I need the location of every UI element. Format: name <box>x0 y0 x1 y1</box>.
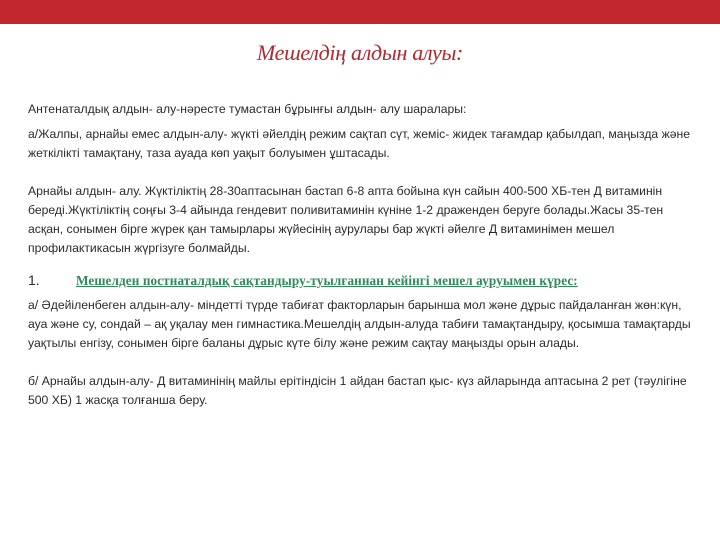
item-number: 1. <box>28 272 40 288</box>
paragraph-antenatal: Антенаталдық алдын- алу-нәресте тумастан бұрынғы алдын- алу шаралары: <box>28 102 467 116</box>
paragraph-nonspecific-postnatal: а/ Әдейіленбеген алдын-алу- міндетті түрде табиғат факторларын барынша мол және дұрыс пайдаланған жөн:күн, ауа және су, сондай – ақ уқалау мен гимнастика.Мешелдің алдын-алуда табиғи тамақтандыру, қосымша тамақтарды уақтылы енгізу, сонымен бірге баланы дұрыс күте білу және режим сақтау маңызды орын алады. <box>28 298 691 350</box>
slide-title: Мешелдің алдын алуы: <box>256 40 464 65</box>
postnatal-heading: Мешелден постнаталдық сақтандыру-туылғаннан кейінгі мешел ауруымен күрес: <box>76 273 578 288</box>
paragraph-general-prevention: а/Жалпы, арнайы емес алдын-алу- жүкті әйелдің режим сақтап сүт, жеміс- жидек тағамдар қабылдап, маңызда және жеткілікті тамақтану, таза ауада көп уақыт болуымен ұштасады. <box>28 127 691 160</box>
paragraph-vitamin-d: б/ Арнайы алдын-алу- Д витаминінің майлы ерітіндісін 1 айдан бастап қыс- күз айларында аптасына 2 рет (тәулігіне 500 ХБ) 1 жасқа толғанша беру. <box>28 374 687 407</box>
numbered-heading <box>28 271 700 290</box>
paragraph-specific-prevention: Арнайы алдын- алу. Жүктіліктің 28-30аптасынан бастап 6-8 апта бойына күн сайын 400-500 ХБ-тен Д витаминін береді.Жүктіліктің соңғы 3-4 айында гендевит поливитаминін күніне 1-2 драженден беруге болады.Жасы 35-тен асқан, сонымен бірге жүрек қан тамырлары жүйесінің аурулары бар жүкті әйелге Д витаминімен мешел профилактикасын жүргізуге болмайды. <box>28 184 664 255</box>
top-banner <box>0 0 720 24</box>
slide-body <box>28 100 700 410</box>
